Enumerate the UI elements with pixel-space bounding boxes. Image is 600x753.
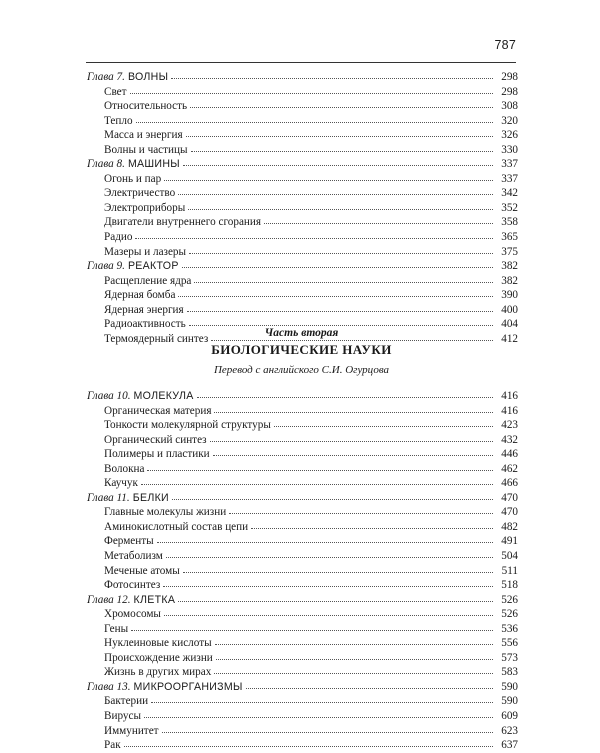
dot-leader bbox=[190, 99, 493, 108]
toc-section-row bbox=[87, 128, 518, 143]
section-title: Бактерии bbox=[104, 695, 149, 708]
section-title: Масса и энергия bbox=[104, 129, 183, 142]
toc-section-row bbox=[87, 607, 518, 622]
toc-section-row bbox=[87, 447, 518, 462]
page-ref: 423 bbox=[501, 419, 518, 432]
chapter-title bbox=[87, 491, 169, 506]
dot-leader bbox=[229, 505, 493, 514]
dot-leader bbox=[183, 564, 493, 573]
section-title: Расщепление ядра bbox=[104, 274, 192, 287]
toc-section-row bbox=[87, 274, 518, 289]
section-title: Ферменты bbox=[104, 535, 154, 548]
page-ref: 583 bbox=[501, 666, 518, 679]
page-ref: 462 bbox=[501, 462, 518, 475]
dot-leader bbox=[251, 520, 493, 529]
chapter-name: ВОЛНЫ bbox=[127, 71, 169, 83]
page-ref: 358 bbox=[501, 216, 518, 229]
dot-leader bbox=[188, 201, 493, 210]
toc-section-row bbox=[87, 303, 518, 318]
section-title: Органический синтез bbox=[104, 433, 207, 446]
dot-leader bbox=[147, 462, 493, 471]
dot-leader bbox=[246, 680, 493, 689]
chapter-label: Глава 12. bbox=[87, 593, 131, 606]
page-ref: 382 bbox=[501, 274, 518, 287]
part-heading bbox=[86, 326, 517, 380]
dot-leader bbox=[187, 303, 493, 312]
dot-leader bbox=[183, 157, 493, 166]
section-title: Меченые атомы bbox=[104, 564, 180, 577]
dot-leader bbox=[124, 738, 493, 747]
page-ref: 482 bbox=[501, 520, 518, 533]
page-ref: 416 bbox=[501, 404, 518, 417]
page-ref: 511 bbox=[501, 564, 518, 577]
toc-section-row bbox=[87, 143, 518, 158]
toc-chapter-row bbox=[87, 157, 518, 172]
toc-section-row bbox=[87, 418, 518, 433]
dot-leader bbox=[164, 607, 493, 616]
dot-leader bbox=[144, 709, 493, 718]
section-title: Происхождение жизни bbox=[104, 651, 213, 664]
section-title: Аминокислотный состав цепи bbox=[104, 520, 249, 533]
section-title: Гены bbox=[104, 622, 129, 635]
page-ref: 308 bbox=[501, 100, 518, 113]
page-ref: 320 bbox=[501, 114, 518, 127]
page-ref: 556 bbox=[501, 637, 518, 650]
toc-section-row bbox=[87, 636, 518, 651]
page-ref: 573 bbox=[501, 651, 518, 664]
page-ref: 536 bbox=[501, 622, 518, 635]
section-title: Ядерная энергия bbox=[104, 303, 184, 316]
page-ref: 337 bbox=[501, 172, 518, 185]
page-ref: 637 bbox=[501, 739, 518, 752]
toc-section-row bbox=[87, 201, 518, 216]
toc-chapter-row bbox=[87, 491, 518, 506]
page-ref: 518 bbox=[501, 579, 518, 592]
dot-leader bbox=[274, 418, 493, 427]
section-title: Электроприборы bbox=[104, 201, 186, 214]
toc-section-row bbox=[87, 172, 518, 187]
page-ref: 470 bbox=[501, 491, 518, 504]
page-ref: 330 bbox=[501, 143, 518, 156]
chapter-name: КЛЕТКА bbox=[133, 593, 176, 606]
section-title: Хромосомы bbox=[104, 608, 161, 621]
toc-chapter-row bbox=[87, 70, 518, 85]
chapter-title bbox=[87, 259, 179, 274]
section-title: Относительность bbox=[104, 100, 188, 113]
page-ref: 446 bbox=[501, 448, 518, 461]
section-title: Волны и частицы bbox=[104, 143, 188, 156]
toc-section-row bbox=[87, 520, 518, 535]
dot-leader bbox=[131, 622, 493, 631]
toc-chapter-row bbox=[87, 680, 518, 695]
page-ref: 404 bbox=[501, 318, 518, 331]
dot-leader bbox=[172, 491, 493, 500]
chapter-label: Глава 13. bbox=[87, 680, 131, 693]
toc-section-row bbox=[87, 724, 518, 739]
toc-section-row bbox=[87, 288, 518, 303]
page-ref: 416 bbox=[501, 390, 518, 402]
page-ref: 470 bbox=[501, 506, 518, 519]
toc-section-row bbox=[87, 738, 518, 753]
chapter-name: МОЛЕКУЛА bbox=[133, 390, 194, 402]
dot-leader bbox=[186, 128, 493, 137]
chapter-label: Глава 8. bbox=[87, 158, 125, 171]
chapter-title bbox=[87, 389, 194, 404]
toc-section-row bbox=[87, 114, 518, 129]
dot-leader bbox=[151, 694, 493, 703]
page-ref: 326 bbox=[501, 129, 518, 142]
toc-section-row bbox=[87, 404, 518, 419]
dot-leader bbox=[135, 230, 493, 239]
section-title: Волокна bbox=[104, 462, 145, 475]
page-ref: 609 bbox=[501, 710, 518, 723]
toc-chapter-row bbox=[87, 259, 518, 274]
page-ref: 375 bbox=[501, 245, 518, 258]
toc-section-row bbox=[87, 578, 518, 593]
dot-leader bbox=[178, 593, 493, 602]
dot-leader bbox=[191, 143, 493, 152]
section-title: Иммунитет bbox=[104, 724, 159, 737]
dot-leader bbox=[163, 578, 493, 587]
chapter-name: БЕЛКИ bbox=[132, 491, 169, 504]
dot-leader bbox=[162, 724, 493, 733]
dot-leader bbox=[178, 288, 493, 297]
toc-section-row bbox=[87, 549, 518, 564]
section-title: Радио bbox=[104, 231, 133, 244]
page-ref: 365 bbox=[501, 231, 518, 244]
toc-section-row bbox=[87, 462, 518, 477]
chapter-title bbox=[87, 70, 168, 85]
header-rule bbox=[86, 62, 516, 63]
section-title: Вирусы bbox=[104, 710, 141, 723]
section-title: Жизнь в других мирах bbox=[104, 666, 212, 679]
toc-chapter-row bbox=[87, 593, 518, 608]
dot-leader bbox=[214, 665, 493, 674]
section-title: Рак bbox=[104, 739, 121, 752]
toc-section-row bbox=[87, 215, 518, 230]
dot-leader bbox=[164, 172, 493, 181]
toc-section-row bbox=[87, 433, 518, 448]
chapter-title bbox=[87, 680, 243, 695]
page-ref: 298 bbox=[501, 71, 518, 83]
section-title: Термоядерный синтез bbox=[104, 332, 209, 345]
page-ref: 337 bbox=[501, 158, 518, 171]
dot-leader bbox=[213, 447, 493, 456]
page-ref: 526 bbox=[501, 608, 518, 621]
chapter-title bbox=[87, 157, 180, 172]
dot-leader bbox=[215, 636, 493, 645]
toc-section-row bbox=[87, 665, 518, 680]
section-title: Нуклеиновые кислоты bbox=[104, 637, 212, 650]
section-title: Свет bbox=[104, 85, 127, 98]
section-title: Радиоактивность bbox=[104, 318, 186, 331]
dot-leader bbox=[264, 215, 493, 224]
page-ref: 382 bbox=[501, 260, 518, 273]
chapter-label: Глава 9. bbox=[87, 260, 125, 273]
page-number: 787 bbox=[494, 38, 516, 52]
page-ref: 526 bbox=[501, 593, 518, 606]
page-ref: 412 bbox=[501, 332, 518, 345]
toc-section-row bbox=[87, 534, 518, 549]
toc-section-row bbox=[87, 564, 518, 579]
translator-credit: Перевод с английского С.И. Огурцова bbox=[213, 364, 390, 376]
dot-leader bbox=[171, 70, 493, 79]
page-ref: 352 bbox=[501, 201, 518, 214]
chapter-title bbox=[87, 593, 175, 608]
section-title: Фотосинтез bbox=[104, 579, 161, 592]
toc-section-row bbox=[87, 694, 518, 709]
toc-section-row bbox=[87, 85, 518, 100]
page-ref: 298 bbox=[501, 85, 518, 98]
dot-leader bbox=[182, 259, 493, 268]
toc-list-physical-sciences bbox=[87, 70, 518, 346]
page-ref: 466 bbox=[501, 477, 518, 490]
part-label: Часть вторая bbox=[264, 327, 339, 339]
page-ref: 432 bbox=[501, 433, 518, 446]
toc-section-row bbox=[87, 622, 518, 637]
dot-leader bbox=[194, 274, 493, 283]
toc-chapter-row bbox=[87, 389, 518, 404]
page-ref: 590 bbox=[501, 680, 518, 693]
section-title: Органическая материя bbox=[104, 404, 212, 417]
dot-leader bbox=[136, 114, 493, 123]
page-ref: 623 bbox=[501, 724, 518, 737]
toc-section-row bbox=[87, 99, 518, 114]
dot-leader bbox=[130, 85, 493, 94]
chapter-name: РЕАКТОР bbox=[127, 260, 179, 273]
section-title: Тепло bbox=[104, 114, 133, 127]
toc-section-row bbox=[87, 186, 518, 201]
section-title: Двигатели внутреннего сгорания bbox=[104, 216, 262, 229]
toc-list-biological-sciences bbox=[87, 389, 518, 753]
page-ref: 504 bbox=[501, 550, 518, 563]
chapter-label: Глава 10. bbox=[87, 390, 131, 402]
section-title: Огонь и пар bbox=[104, 172, 162, 185]
toc-section-row bbox=[87, 505, 518, 520]
section-title: Каучук bbox=[104, 477, 138, 490]
dot-leader bbox=[166, 549, 493, 558]
dot-leader bbox=[197, 389, 493, 398]
chapter-label: Глава 7. bbox=[87, 71, 125, 83]
toc-section-row bbox=[87, 651, 518, 666]
toc-section-row bbox=[87, 476, 518, 491]
section-title: Ядерная бомба bbox=[104, 289, 176, 302]
dot-leader bbox=[210, 433, 493, 442]
chapter-name: МАШИНЫ bbox=[127, 158, 180, 171]
dot-leader bbox=[178, 186, 493, 195]
part-title: БИОЛОГИЧЕСКИЕ НАУКИ bbox=[211, 342, 392, 357]
section-title: Мазеры и лазеры bbox=[104, 245, 187, 258]
section-title: Метаболизм bbox=[104, 550, 163, 563]
dot-leader bbox=[214, 404, 493, 413]
dot-leader bbox=[189, 245, 493, 254]
section-title: Главные молекулы жизни bbox=[104, 506, 227, 519]
toc-section-row bbox=[87, 709, 518, 724]
section-title: Полимеры и пластики bbox=[104, 448, 210, 461]
page-ref: 400 bbox=[501, 303, 518, 316]
toc-section-row bbox=[87, 245, 518, 260]
page-ref: 342 bbox=[501, 187, 518, 200]
toc-section-row bbox=[87, 230, 518, 245]
dot-leader bbox=[189, 317, 493, 326]
page-ref: 590 bbox=[501, 695, 518, 708]
dot-leader bbox=[141, 476, 493, 485]
page-ref: 390 bbox=[501, 289, 518, 302]
chapter-label: Глава 11. bbox=[87, 491, 130, 504]
dot-leader bbox=[157, 534, 493, 543]
section-title: Электричество bbox=[104, 187, 176, 200]
page-ref: 491 bbox=[501, 535, 518, 548]
chapter-name: МИКРООРГАНИЗМЫ bbox=[133, 680, 243, 693]
dot-leader bbox=[216, 651, 493, 660]
section-title: Тонкости молекулярной структуры bbox=[104, 419, 271, 432]
